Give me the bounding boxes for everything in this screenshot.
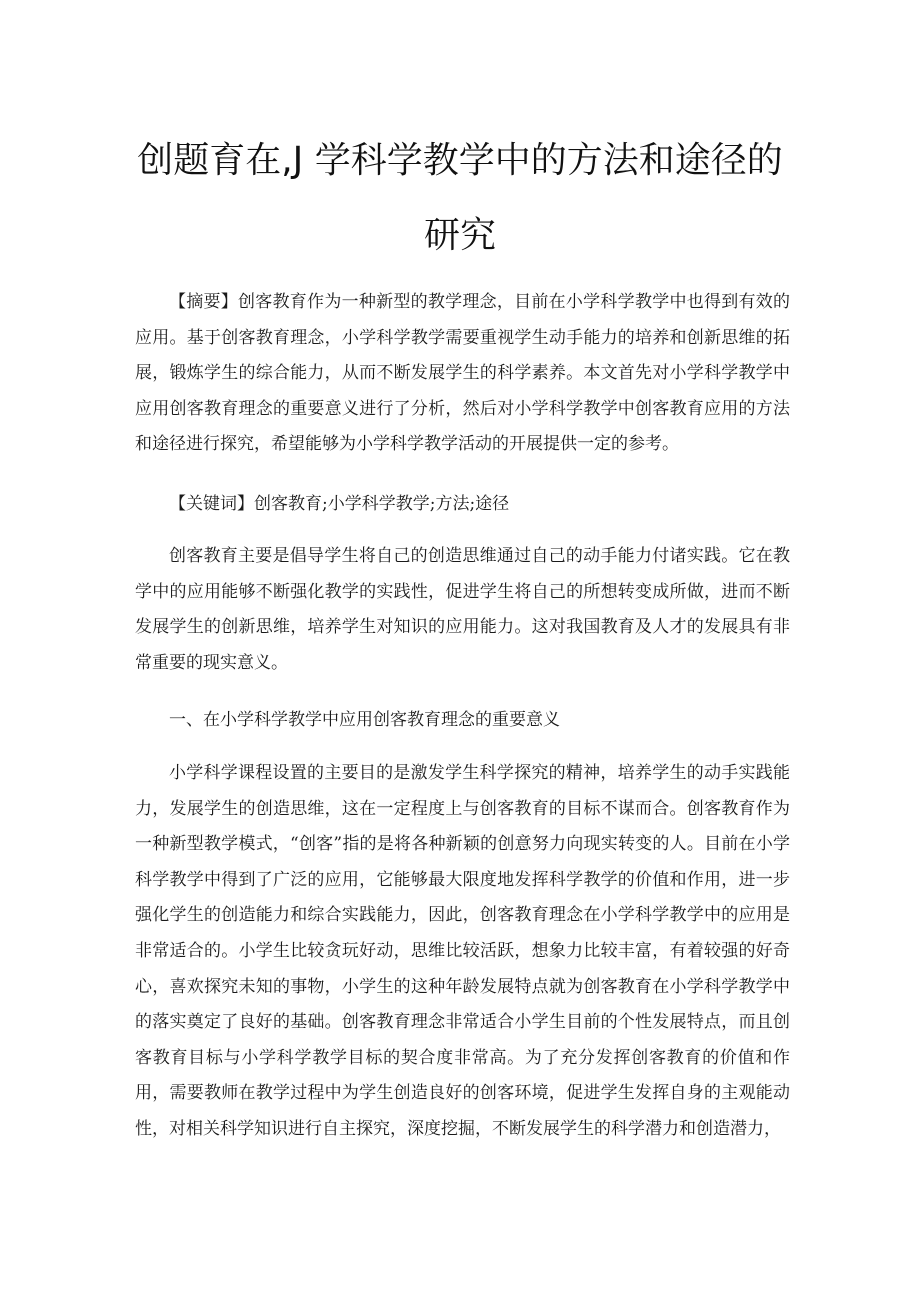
intro-paragraph: 创客教育主要是倡导学生将自己的创造思维通过自己的动手能力付诸实践。它在教学中的应用能够不断强化教学的实践性，促进学生将自己的所想转变成所做，进而不断发展学生的创新思维，培养学生对知识的应用能力。这对我国教育及人才的发展具有非常重要的现实意义。 [135,546,790,673]
abstract-paragraph: 【摘要】创客教育作为一种新型的教学理念，目前在小学科学教学中也得到有效的应用。基于创客教育理念，小学科学教学需要重视学生动手能力的培养和创新思维的拓展，锻炼学生的综合能力，从而不断发展学生的科学素养。本文首先对小学科学教学中应用创客教育理念的重要意义进行了分析，然后对小学科学教学中创客教育应用的方法和途径进行探究，希望能够为小学科学教学活动的开展提供一定的参考。 [135,292,790,455]
keywords-paragraph: 【关键词】创客教育;小学科学教学;方法;途径 [169,494,510,514]
section-1-paragraph: 小学科学课程设置的主要目的是激发学生科学探究的精神，培养学生的动手实践能力，发展学生的创造思维，这在一定程度上与创客教育的目标不谋而合。创客教育作为一种新型教学模式，“创客”指的是将各种新颖的创意努力向现实转变的人。目前在小学科学教学中得到了广泛的应用，它能够最大限度地发挥科学教学的价值和作用，进一步强化学生的创造能力和综合实践能力，因此，创客教育理念在小学科学教学中的应用是非常适合的。小学生比较贪玩好动，思维比较活跃，想象力比较丰富，有着较强的好奇心，喜欢探究未知的事物，小学生的这种年龄发展特点就为创客教育在小学科学教学中的落实奠定了良好的基础。创客教育理念非常适合小学生目前的个性发展特点，而且创客教育目标与小学科学教学目标的契合度非常高。为了充分发挥创客教育的价值和作用，需要教师在教学过程中为学生创造良好的创客环境，促进学生发挥自身的主观能动性，对相关科学知识进行自主探究，深度挖掘，不断发展学生的科学潜力和创造潜力， [135,763,790,1139]
document-title-line-1: 创题育在,J 学科学教学中的方法和途径的 [137,140,783,181]
document-title-line-2: 研究 [423,215,496,256]
section-1-heading: 一、在小学科学教学中应用创客教育理念的重要意义 [169,710,560,730]
